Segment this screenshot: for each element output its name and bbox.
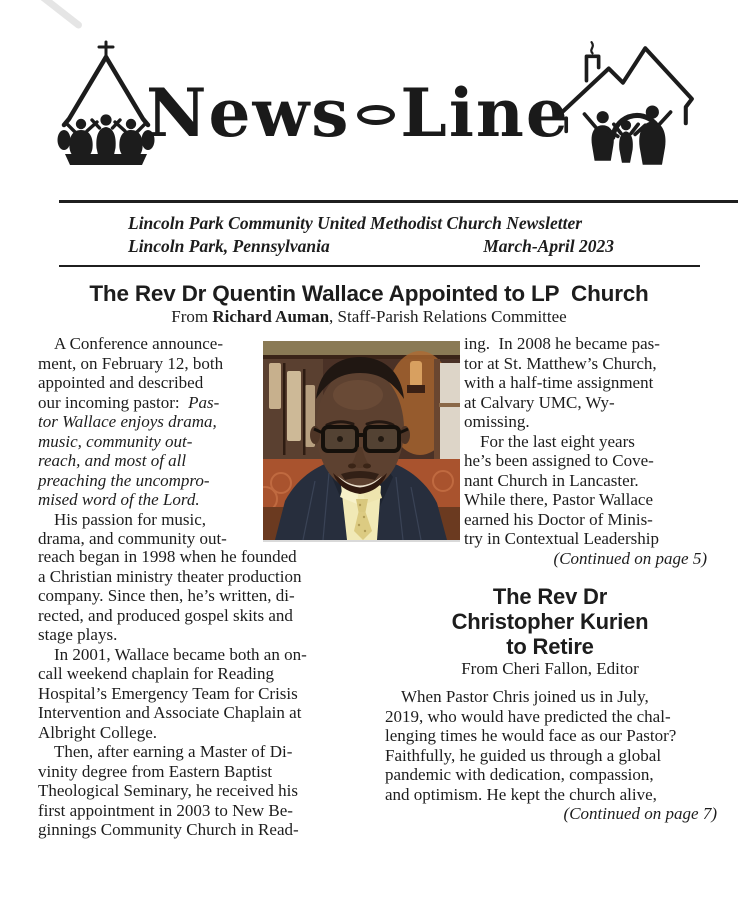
text-line <box>38 781 376 801</box>
masthead-title <box>146 68 570 158</box>
text-segment: preaching the uncompro- <box>38 470 210 490</box>
text-line <box>38 529 266 549</box>
text-line <box>385 785 717 805</box>
text-segment: (Continued on page 7) <box>563 804 717 823</box>
text-line <box>464 549 707 569</box>
newsletter-issue-date: March-April 2023 <box>483 236 614 256</box>
text-segment: to Retire <box>506 634 594 659</box>
text-segment: Intervention and Associate Chaplain at <box>38 703 302 722</box>
text-segment: ment, on February 12, both <box>38 353 224 373</box>
text-line <box>38 334 266 354</box>
text-segment: and optimism. He kept the church alive, <box>385 784 657 804</box>
text-line <box>38 801 376 821</box>
text-segment: While there, Pastor Wallace <box>464 490 654 509</box>
newsletter-place: Lincoln Park, Pennsylvania <box>128 236 330 256</box>
text-line <box>38 412 266 432</box>
text-line <box>385 765 717 785</box>
text-segment: nant Church in Lancaster. <box>464 470 639 490</box>
text-segment: pandemic with dedication, compassion, <box>385 765 654 784</box>
newsletter-info <box>128 212 614 258</box>
text-line <box>38 645 376 665</box>
text-line <box>464 412 707 432</box>
text-segment: Christopher Kurien <box>451 609 649 634</box>
text-segment: he’s been assigned to Cove- <box>464 451 654 470</box>
article2-body <box>385 687 717 824</box>
text-segment: earned his Doctor of Minis- <box>464 509 653 529</box>
text-line <box>38 373 266 393</box>
house-with-family-icon <box>550 40 702 170</box>
text-segment: omissing. <box>464 412 530 431</box>
text-segment: Pas- <box>188 392 220 412</box>
text-line <box>38 432 266 452</box>
newsletter-title-text <box>146 74 570 152</box>
text-line <box>464 334 707 354</box>
text-line <box>464 529 707 549</box>
text-segment: mised word of the Lord. <box>38 490 200 509</box>
text-segment: Then, after earning a Master of Di- <box>54 742 293 761</box>
newsletter-info-line1: Lincoln Park Community United Methodist Church Newsletter <box>128 213 583 233</box>
text-line <box>464 432 707 452</box>
text-line <box>400 634 700 659</box>
text-segment: For the last eight years <box>480 431 635 451</box>
text-segment: His passion for music, <box>54 509 207 529</box>
text-segment: try in Contextual Leadership <box>464 529 659 548</box>
text-line <box>464 393 707 413</box>
text-line <box>400 584 700 609</box>
text-line <box>38 762 376 782</box>
text-line <box>38 664 376 684</box>
text-line <box>385 726 717 746</box>
text-line <box>38 586 376 606</box>
text-line <box>38 490 266 510</box>
text-line <box>385 687 717 707</box>
text-segment: rected, and produced gospel skits and <box>38 605 293 625</box>
text-segment: Albright College. <box>38 722 157 742</box>
byline-suffix: , Staff-Parish Relations Committee <box>329 307 567 326</box>
text-line <box>400 609 700 634</box>
text-segment: at Calvary UMC, Wy- <box>464 392 615 412</box>
article2-headline <box>400 584 700 659</box>
text-line <box>385 707 717 727</box>
scan-smudge-artifact <box>29 0 84 30</box>
text-line <box>464 510 707 530</box>
text-line <box>38 723 376 743</box>
text-segment: ginnings Community Church in Read- <box>38 820 299 839</box>
byline-prefix: From <box>171 307 213 326</box>
article2-byline: From Cheri Fallon, Editor <box>461 659 639 678</box>
text-segment: 2019, who would have predicted the chal- <box>385 706 671 726</box>
newsletter-info-line2 <box>128 235 614 258</box>
title-word-news: News <box>146 74 351 152</box>
text-line <box>464 471 707 491</box>
text-line <box>38 451 266 471</box>
text-segment: music, community out- <box>38 431 193 451</box>
text-line <box>38 567 376 587</box>
text-line <box>38 820 376 840</box>
text-line <box>38 510 266 530</box>
byline-author: Richard Auman <box>212 307 330 326</box>
text-segment: stage plays. <box>38 625 118 644</box>
text-line <box>385 746 717 766</box>
article1-byline <box>0 307 738 327</box>
text-segment: call weekend chaplain for Reading <box>38 664 275 683</box>
text-segment: tor Wallace enjoys drama, <box>38 412 217 431</box>
text-line <box>38 703 376 723</box>
text-segment: our incoming pastor: <box>38 392 189 412</box>
text-segment: with a half-time assignment <box>464 373 654 392</box>
text-segment: Faithfully, he guided us through a global <box>385 745 662 765</box>
text-line <box>38 606 376 626</box>
text-segment: drama, and community out- <box>38 529 227 548</box>
text-line <box>464 373 707 393</box>
text-segment: (Continued on page 5) <box>553 548 707 568</box>
text-line <box>464 490 707 510</box>
text-segment: tor at St. Matthew’s Church, <box>464 353 657 373</box>
title-word-line: Line <box>400 74 570 152</box>
text-segment: reach, and most of all <box>38 451 187 470</box>
text-segment: appointed and described <box>38 373 204 392</box>
text-segment: When Pastor Chris joined us in July, <box>401 687 649 706</box>
text-segment: vinity degree from Eastern Baptist <box>38 761 273 781</box>
text-line <box>38 684 376 704</box>
text-line <box>38 742 376 762</box>
text-segment: a Christian ministry theater production <box>38 566 302 586</box>
text-segment: first appointment in 2003 to New Be- <box>38 800 293 820</box>
text-segment: lenging times he would face as our Pastor? <box>385 726 677 745</box>
article1-left-column-top <box>38 334 266 549</box>
text-segment: In 2001, Wallace became both an on- <box>54 644 307 664</box>
text-line <box>38 625 376 645</box>
text-segment: Hospital’s Emergency Team for Crisis <box>38 683 298 703</box>
article1-right-column <box>464 334 707 568</box>
horizontal-rule-top <box>59 200 738 203</box>
article1-left-column-bottom <box>38 547 376 840</box>
article1-headline: The Rev Dr Quentin Wallace Appointed to LP Church <box>89 281 649 306</box>
text-segment: company. Since then, he’s written, di- <box>38 586 295 605</box>
text-segment: Theological Seminary, he received his <box>38 781 298 800</box>
pastor-wallace-photo <box>263 341 460 540</box>
text-line <box>464 354 707 374</box>
oval-hyphen-glyph <box>357 105 395 125</box>
text-line <box>38 471 266 491</box>
text-segment: The Rev Dr <box>492 584 608 609</box>
text-line <box>38 393 266 413</box>
text-segment: reach began in 1998 when he founded <box>38 547 297 566</box>
text-line <box>385 804 717 824</box>
text-segment: ing. In 2008 he became pas- <box>464 334 660 353</box>
text-segment: A Conference announce- <box>54 334 223 353</box>
horizontal-rule-below-info <box>59 265 700 267</box>
text-line <box>38 547 376 567</box>
text-line <box>38 354 266 374</box>
text-line <box>464 451 707 471</box>
